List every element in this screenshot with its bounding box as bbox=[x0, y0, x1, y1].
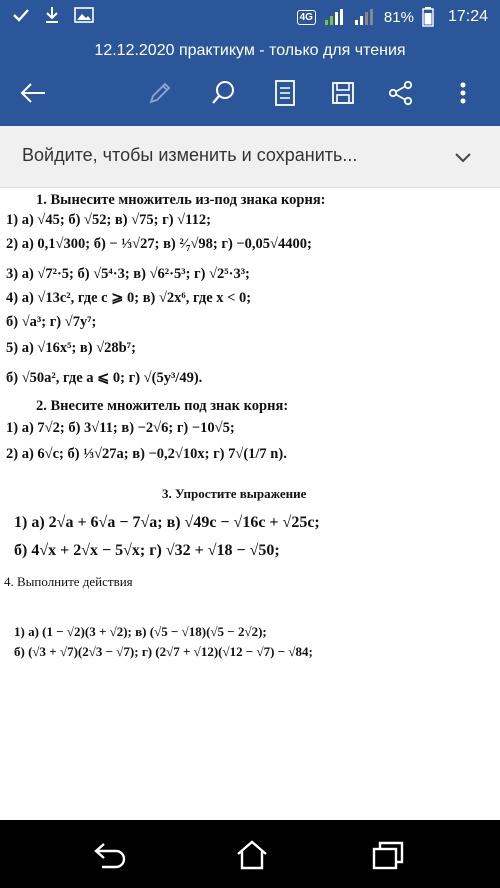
back-arrow-icon[interactable] bbox=[18, 78, 48, 108]
battery-icon bbox=[422, 7, 434, 27]
task1-row-5: 5) а) √16x⁵; в) √28b⁷; bbox=[6, 340, 136, 356]
task4-row-1: 1) а) (1 − √2)(3 + √2); в) (√5 − √18)(√5 − 2√2); bbox=[14, 624, 267, 639]
clock: 17:24 bbox=[447, 8, 488, 25]
more-vertical-icon[interactable] bbox=[448, 78, 478, 108]
system-nav-bar bbox=[0, 820, 500, 888]
task1-heading: 1. Вынесите множитель из-под знака корня: bbox=[36, 192, 326, 208]
task2-row-1: 1) а) 7√2; б) 3√11; в) −2√6; г) −10√5; bbox=[6, 420, 235, 436]
task3-row-2: б) 4√x + 2√x − 5√x; г) √32 + √18 − √50; bbox=[14, 542, 280, 559]
check-icon bbox=[12, 6, 30, 24]
network-badge: 4G bbox=[297, 10, 316, 25]
save-icon[interactable] bbox=[328, 78, 358, 108]
document-title: 12.12.2020 практикум - только для чтения bbox=[94, 42, 406, 59]
signin-banner[interactable] bbox=[0, 126, 500, 188]
battery-percent: 81% bbox=[383, 8, 414, 26]
task2-row-2: 2) а) 6√c; б) ⅓√27a; в) −0,2√10x; г) 7√(1/7 n). bbox=[6, 446, 287, 462]
status-bar bbox=[0, 0, 500, 36]
nav-back-icon[interactable] bbox=[92, 840, 128, 870]
task1-row-1: 1) а) √45; б) √52; в) √75; г) √112; bbox=[6, 212, 211, 228]
task1-row-4: 4) а) √13c², где c ⩾ 0; в) √2x⁶, где x < 0; bbox=[6, 290, 252, 306]
document-page bbox=[0, 188, 500, 820]
nav-recents-icon[interactable] bbox=[370, 840, 406, 870]
task1-row-2: 2) а) 0,1√300; б) − ⅓√27; в) ²⁄₇√98; г) −0,05√4400; bbox=[6, 236, 312, 252]
signin-text: Войдите, чтобы изменить и сохранить... bbox=[22, 145, 358, 165]
nav-home-icon[interactable] bbox=[234, 840, 270, 870]
share-icon[interactable] bbox=[386, 78, 416, 108]
task4-heading: 4. Выполните действия bbox=[4, 574, 133, 589]
task1-row-5b: б) √50a², где a ⩽ 0; г) √(5y³/49). bbox=[6, 370, 203, 386]
reading-view-icon[interactable] bbox=[270, 78, 300, 108]
app-toolbar bbox=[0, 36, 500, 126]
signal-2-icon bbox=[354, 8, 376, 26]
task2-heading: 2. Внесите множитель под знак корня: bbox=[36, 398, 289, 414]
pencil-icon[interactable] bbox=[145, 78, 175, 108]
download-icon bbox=[44, 6, 60, 24]
signal-icon bbox=[324, 8, 346, 26]
task3-row-1: 1) а) 2√a + 6√a − 7√a; в) √49c − √16c + √25c; bbox=[14, 514, 320, 531]
image-icon bbox=[74, 7, 94, 23]
chevron-down-icon[interactable] bbox=[452, 146, 474, 168]
task1-row-3: 3) а) √7²·5; б) √5⁴·3; в) √6²·5³; г) √2⁵·3³; bbox=[6, 266, 250, 282]
task1-row-4b: б) √a³; г) √7y⁷; bbox=[6, 314, 97, 330]
task4-row-2: б) (√3 + √7)(2√3 − √7); г) (2√7 + √12)(√12 − √7) − √84; bbox=[14, 644, 313, 659]
task3-heading: 3. Упростите выражение bbox=[162, 486, 307, 501]
search-icon[interactable] bbox=[209, 78, 239, 108]
